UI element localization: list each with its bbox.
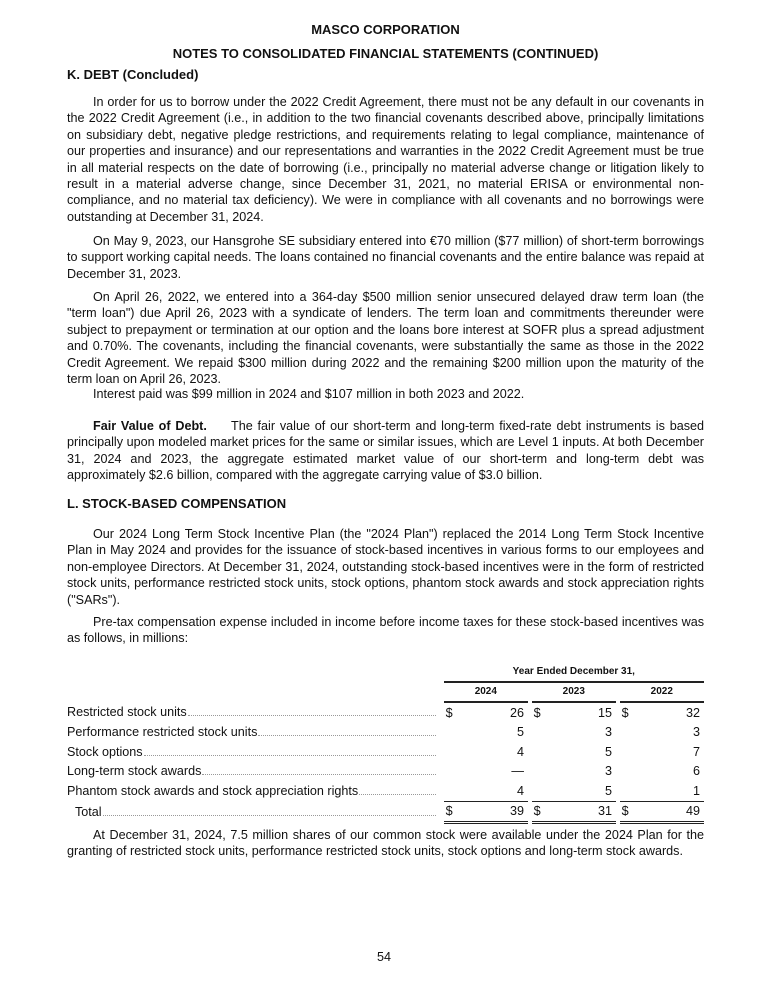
cell-value: 1 — [692, 783, 700, 798]
cell-value: 5 — [516, 725, 524, 740]
currency-symbol — [620, 762, 635, 782]
table-row — [67, 742, 704, 762]
row-label: Total — [75, 804, 102, 819]
cell-value: 3 — [604, 725, 612, 740]
table-row — [67, 702, 704, 723]
table-row — [67, 762, 704, 782]
table-column-header-row — [67, 682, 704, 703]
currency-symbol: $ — [532, 801, 547, 823]
cell-value: 5 — [604, 783, 612, 798]
table-row — [67, 723, 704, 743]
total-2024: 39 — [459, 801, 528, 823]
cell-value: — — [511, 764, 524, 779]
stock-paragraph-available-shares: At December 31, 2024, 7.5 million shares of our common stock were available under the 2024 Plan for the granting of restricted stock units, performance restricted stock units, stock options and long-term stock awards. — [67, 828, 704, 859]
cell-value: 4 — [516, 783, 524, 798]
leader-dots — [144, 755, 436, 756]
debt-paragraph-interest: Interest paid was $99 million in 2024 and $107 million in both 2023 and 2022. — [93, 387, 525, 401]
debt-paragraph-covenants: In order for us to borrow under the 2022 Credit Agreement, there must not be any default in our covenants in the 2022 Credit Agreement (i.e., in addition to the two financial covenants described above, principally limitations on subsidiary debt, negative pledge restrictions, and requirements relating to legal compliance, maintenance of our properties and insurance) and our representations and warranties in the 2022 Credit Agreement must be true in all material respects on the date of borrowing (i.e., principally no material adverse change or litigation likely to result in a material adverse change, since December 31, 2021, no material ERISA or environmental non-compliance, and no material tax deficiency). We were in compliance with all covenants and no borrowings were outstanding at December 31, 2024. — [67, 95, 704, 224]
cell-value: 26 — [509, 705, 524, 720]
stock-paragraph-expense-intro: Pre-tax compensation expense included in income before income taxes for these stock-based incentives was as follows, in millions: — [67, 615, 704, 646]
stock-paragraph-plan: Our 2024 Long Term Stock Incentive Plan (the "2024 Plan") replaced the 2014 Long Term Stock Incentive Plan in May 2024 and provides for the issuance of stock-based incentives in various forms to our employees and non-employee Directors. At December 31, 2024, outstanding stock-based incentives were in the form of restricted stock units, performance restricted stock units, stock options, phantom stock awards and stock appreciation rights ("SARs"). — [67, 527, 704, 607]
currency-symbol: $ — [620, 801, 635, 823]
currency-symbol — [532, 762, 547, 782]
currency-symbol — [532, 742, 547, 762]
compensation-expense-table — [67, 662, 704, 824]
page-number: 54 — [376, 950, 391, 964]
table-period-header-row — [67, 662, 704, 682]
cell-value: 5 — [604, 744, 612, 759]
cell-value: 3 — [692, 725, 700, 740]
row-label: Long-term stock awards — [67, 764, 202, 779]
leader-dots — [202, 774, 436, 775]
section-l-title: L. STOCK-BASED COMPENSATION — [67, 496, 287, 511]
currency-symbol: $ — [621, 705, 629, 720]
leader-dots — [103, 815, 436, 816]
row-label: Performance restricted stock units — [67, 725, 258, 740]
debt-paragraph-hansgrohe: On May 9, 2023, our Hansgrohe SE subsidiary entered into €70 million ($77 million) of short-term borrowings to support working capital needs. The loans contained no financial covenants and the entire balance was repaid at December 31, 2023. — [67, 234, 704, 281]
table-total-row — [67, 801, 704, 823]
currency-symbol: $ — [444, 801, 459, 823]
currency-symbol — [444, 723, 459, 743]
currency-symbol — [532, 723, 547, 743]
currency-symbol — [444, 742, 459, 762]
currency-symbol — [620, 723, 635, 743]
currency-symbol — [620, 742, 635, 762]
fair-value-text: The fair value of our short-term and long-term fixed-rate debt instruments is based principally upon modeled market prices for the same or similar issues, which are Level 1 inputs. At both December 31, 2024 and 2023, the aggregate estimated market value of our short-term and long-term debt was approximately $2.6 billion, compared with the aggregate carrying value of $3.0 billion. — [67, 419, 705, 483]
total-2022: 49 — [635, 801, 704, 823]
row-label: Phantom stock awards and stock appreciation rights — [67, 784, 359, 798]
cell-value: 7 — [692, 744, 700, 759]
section-k-title: K. DEBT (Concluded) — [67, 67, 199, 82]
leader-dots — [359, 794, 436, 795]
leader-dots — [258, 735, 436, 736]
row-label: Stock options — [67, 744, 143, 759]
leader-dots — [188, 715, 436, 716]
currency-symbol — [444, 781, 459, 801]
row-label: Restricted stock units — [67, 705, 187, 720]
currency-symbol — [444, 762, 459, 782]
currency-symbol — [532, 781, 547, 801]
notes-title: NOTES TO CONSOLIDATED FINANCIAL STATEMENTS (CONTINUED) — [172, 46, 599, 61]
fair-value-paragraph — [67, 418, 704, 484]
currency-symbol: $ — [533, 705, 541, 720]
cell-value: 6 — [692, 764, 700, 779]
fair-value-heading: Fair Value of Debt. — [93, 419, 207, 433]
total-2023: 31 — [547, 801, 616, 823]
company-name: MASCO CORPORATION — [311, 22, 460, 37]
column-header-2023: 2023 — [532, 682, 616, 703]
column-header-2024: 2024 — [444, 682, 528, 703]
debt-paragraph-term-loan: On April 26, 2022, we entered into a 364-day $500 million senior unsecured delayed draw term loan (the "term loan") due April 26, 2023 with a syndicate of lenders. The term loan and commitments thereunder were subject to prepayment or termination at our option and the loans bore interest at SOFR plus a spread adjustment and 0.70%. The covenants, including the financial covenants, were substantially the same as those in the 2022 Credit Agreement. We repaid $300 million during 2022 and the remaining $200 million upon the maturity of the term loan on April 26, 2023. — [67, 290, 704, 387]
column-header-2022: 2022 — [620, 682, 704, 703]
cell-value: 3 — [604, 764, 612, 779]
cell-value: 15 — [597, 705, 612, 720]
period-header: Year Ended December 31, — [444, 662, 704, 682]
table-row — [67, 781, 704, 801]
cell-value: 32 — [685, 705, 700, 720]
cell-value: 4 — [516, 744, 524, 759]
currency-symbol — [620, 781, 635, 801]
currency-symbol: $ — [445, 705, 453, 720]
